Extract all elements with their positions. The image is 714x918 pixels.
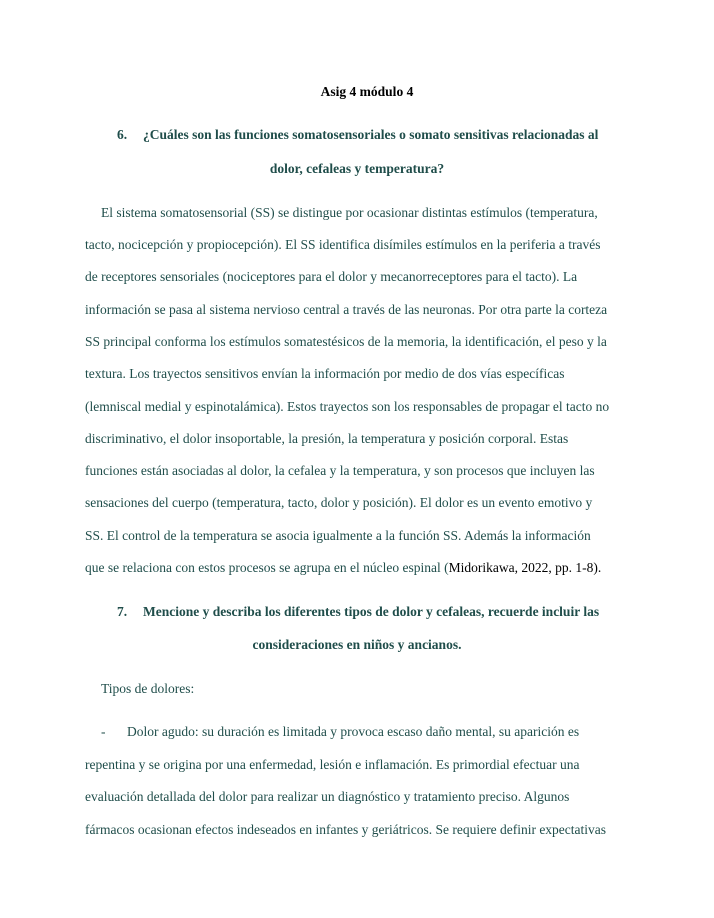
bullet-first-line: Dolor agudo: su duración es limitada y provoca escaso daño mental, su aparición es (127, 724, 580, 739)
paragraph-1-line: de receptores sensoriales (nociceptores para el dolor y mecanorreceptores para el tacto). La (85, 269, 578, 284)
paragraph-1-line: tacto, nocicepción y propiocepción). El SS identifica disímiles estímulos en la periferia a través (85, 237, 601, 252)
bullet-line: fármacos ocasionan efectos indeseados en infantes y geriátricos. Se requiere definir expectativas (85, 822, 607, 837)
citation-close: ). (593, 560, 602, 575)
question-6-number: 6. (117, 127, 128, 142)
paragraph-1-line: sensaciones del cuerpo (temperatura, tacto, dolor y posición). El dolor es un evento emotivo y (85, 495, 593, 510)
paragraph-1-line: funciones están asociadas al dolor, la cefalea y la temperatura, y son procesos que incluyen las (85, 463, 595, 478)
paragraph-1-last-line (85, 559, 601, 577)
paragraph-1-line: textura. Los trayectos sensitivos envían la información por medio de dos vías específicas (85, 366, 565, 381)
types-heading: Tipos de dolores: (101, 681, 195, 696)
question-6-line-1: ¿Cuáles son las funciones somatosensoriales o somato sensitivas relacionadas al (143, 127, 599, 142)
citation: Midorikawa, 2022, pp. 1-8 (448, 560, 594, 575)
bullet-line: repentina y se origina por una enfermedad, lesión e inflamación. Es primordial efectuar una (85, 757, 580, 772)
paragraph-1-line: SS. El control de la temperatura se asocia igualmente a la función SS. Además la información (85, 528, 591, 543)
question-7-number: 7. (117, 604, 128, 619)
paragraph-1-last-text: que se relaciona con estos procesos se agrupa en el núcleo espinal ( (85, 560, 449, 575)
question-6-line-2: dolor, cefaleas y temperatura? (269, 161, 445, 176)
paragraph-1-line: (lemniscal medial y espinotalámica). Estos trayectos son los responsables de propagar el tacto no (85, 399, 610, 414)
question-7-line-2: consideraciones en niños y ancianos. (252, 637, 462, 652)
paragraph-1-line: información se pasa al sistema nervioso central a través de las neuronas. Por otra parte la corteza (85, 302, 608, 317)
question-7-line-1: Mencione y describa los diferentes tipos de dolor y cefaleas, recuerde incluir las (143, 604, 600, 619)
bullet-line: evaluación detallada del dolor para realizar un diagnóstico y tratamiento preciso. Algunos (85, 789, 570, 804)
paragraph-1-line: discriminativo, el dolor insoportable, la presión, la temperatura y posición corporal. Estas (85, 431, 569, 446)
paragraph-1-line: SS principal conforma los estímulos somatestésicos de la memoria, la identificación, el peso y la (85, 334, 607, 349)
paragraph-1-line: El sistema somatosensorial (SS) se distingue por ocasionar distintas estímulos (temperatura, (101, 205, 598, 220)
document-title: Asig 4 módulo 4 (320, 84, 414, 99)
bullet-dash: - (101, 724, 106, 739)
